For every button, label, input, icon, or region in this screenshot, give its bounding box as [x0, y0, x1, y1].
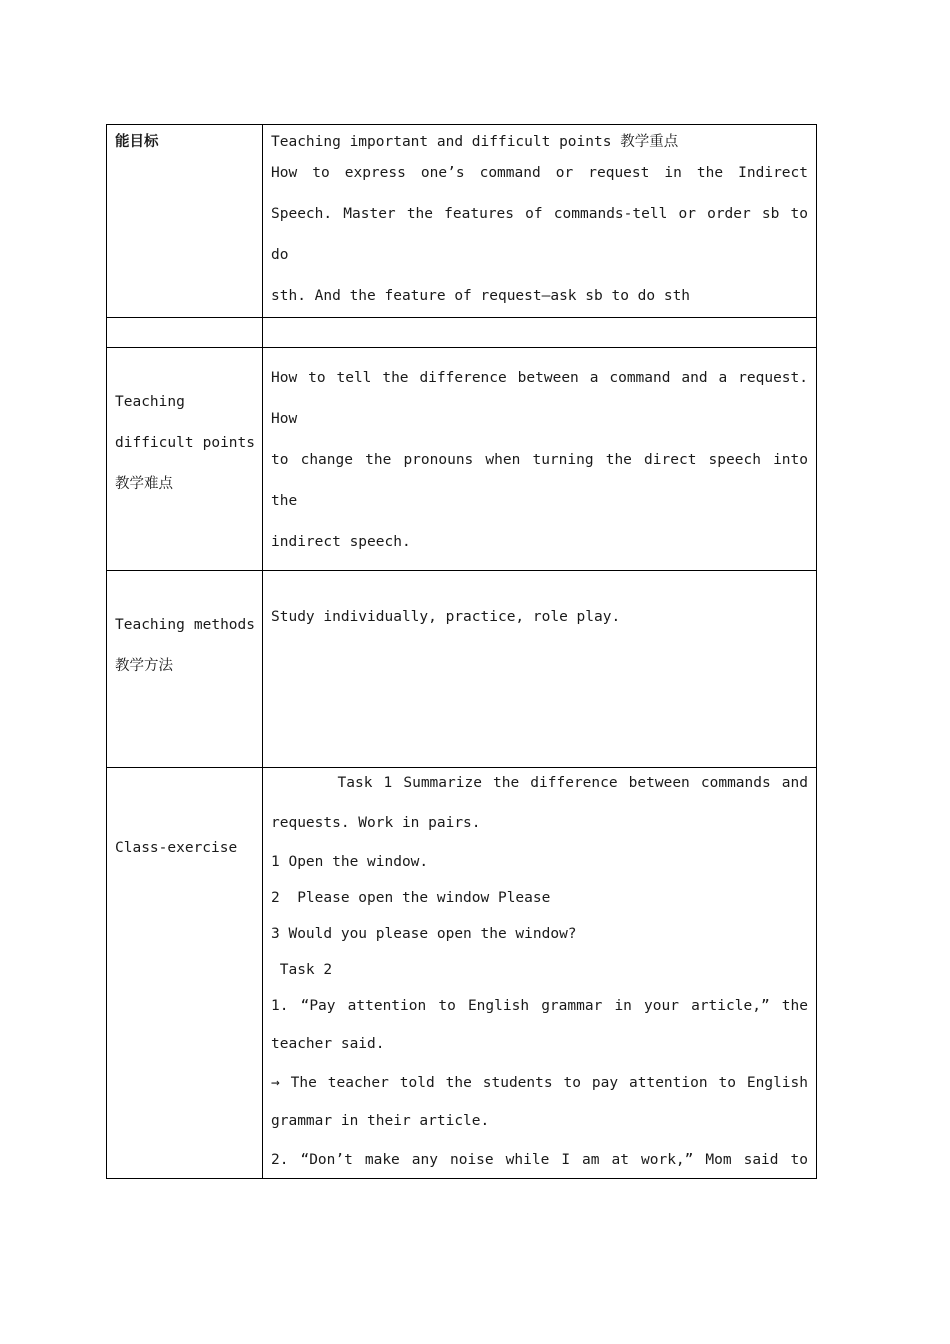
exercise-line-9: → The teacher told the students to pay attention to English	[271, 1075, 808, 1091]
exercise-line-4: 2 Please open the window Please	[271, 890, 551, 906]
row-empty	[107, 318, 817, 348]
exercise-line-11: 2. “Don’t make any noise while I am at work,” Mom said to	[271, 1152, 808, 1168]
exercise-line-3: 1 Open the window.	[271, 854, 429, 870]
content-cell-difficult	[263, 348, 817, 571]
row-teaching-goals	[107, 125, 817, 318]
label-cell-methods	[107, 571, 263, 768]
methods-label-2: 教学方法	[115, 658, 173, 674]
exercise-line-10: grammar in their article.	[271, 1113, 490, 1129]
label-cell-goals	[107, 125, 263, 318]
methods-line-1: Study individually, practice, role play.	[271, 609, 621, 625]
goals-line-2: Speech. Master the features of commands-tell or order sb to do	[271, 206, 808, 263]
difficult-label-3: 教学难点	[115, 476, 173, 492]
exercise-line-2: requests. Work in pairs.	[271, 815, 481, 831]
lesson-plan-table	[106, 124, 817, 1179]
difficult-line-3: indirect speech.	[271, 534, 411, 550]
label-cell-difficult	[107, 348, 263, 571]
label-goals: 能目标	[115, 134, 159, 150]
content-cell-goals	[263, 125, 817, 318]
row-difficult-points	[107, 348, 817, 571]
exercise-line-5: 3 Would you please open the window?	[271, 926, 577, 942]
label-cell-exercise	[107, 768, 263, 1179]
exercise-label: Class-exercise	[115, 840, 238, 856]
exercise-line-8: teacher said.	[271, 1036, 385, 1052]
methods-label-1: Teaching methods	[115, 617, 255, 633]
exercise-line-7: 1. “Pay attention to English grammar in your article,” the	[271, 998, 808, 1014]
goals-line-1: How to express one’s command or request in the Indirect	[271, 165, 808, 181]
row-class-exercise	[107, 768, 817, 1179]
exercise-line-6: Task 2	[271, 962, 333, 978]
goals-line-3: sth. And the feature of request—ask sb to do sth	[271, 288, 691, 304]
exercise-line-1: Task 1 Summarize the difference between commands and	[271, 775, 808, 791]
row-teaching-methods	[107, 571, 817, 768]
content-cell-empty	[263, 318, 817, 348]
difficult-label-1: Teaching	[115, 394, 185, 410]
content-cell-methods	[263, 571, 817, 768]
content-cell-exercise	[263, 768, 817, 1179]
label-cell-empty	[107, 318, 263, 348]
difficult-line-2: to change the pronouns when turning the direct speech into the	[271, 452, 808, 509]
difficult-line-1: How to tell the difference between a command and a request. How	[271, 370, 808, 427]
difficult-label-2: difficult points	[115, 435, 255, 451]
goals-heading: Teaching important and difficult points 教学重点	[271, 134, 679, 150]
